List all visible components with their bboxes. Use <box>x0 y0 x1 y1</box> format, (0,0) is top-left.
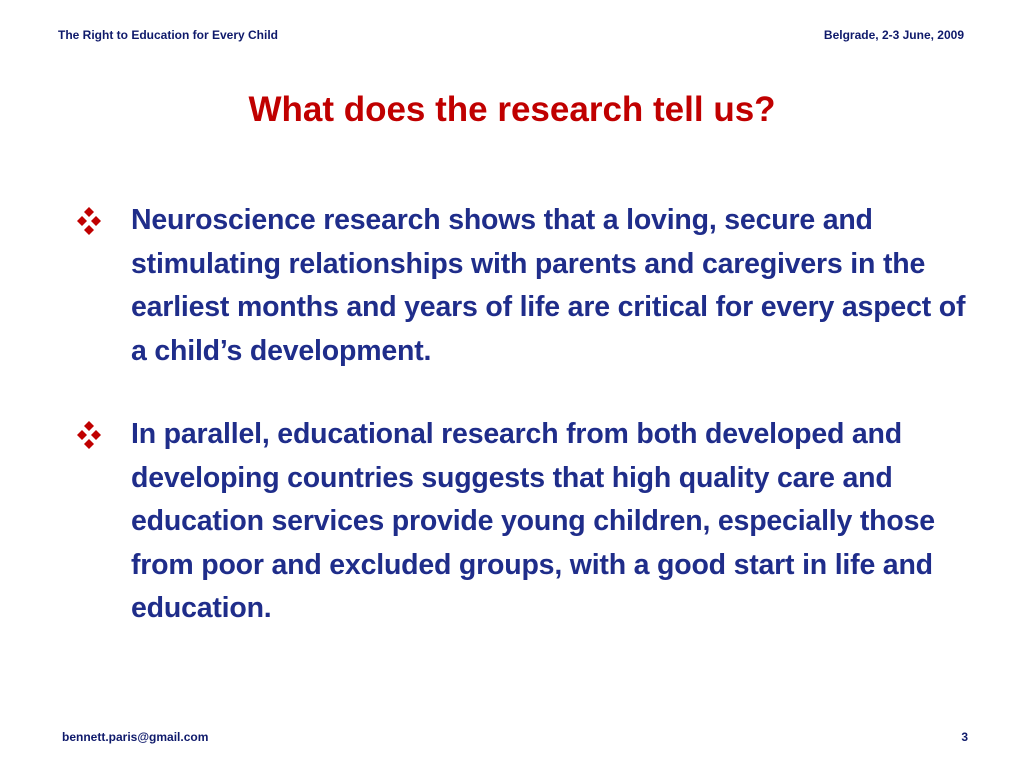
diamond-bullet-icon <box>73 205 105 237</box>
bullet-item-1 <box>73 199 973 373</box>
header-event-date: Belgrade, 2-3 June, 2009 <box>823 28 964 42</box>
slide-title: What does the research tell us? <box>248 90 776 129</box>
footer-email: bennett.paris@gmail.com <box>62 730 209 744</box>
footer-page-number: 3 <box>961 730 968 744</box>
bullet-text-2: In parallel, educational research from both developed and developing countries suggests that high quality care and education services provide young children, especially those from poor and excluded groups, with a good start in life and education. <box>131 418 935 624</box>
diamond-bullet-icon <box>73 419 105 451</box>
bullet-text-1: Neuroscience research shows that a loving, secure and stimulating relationships with parents and caregivers in the earliest months and years of life are critical for every aspect of a child’s development. <box>131 204 966 367</box>
bullet-item-2 <box>73 413 973 631</box>
header-presentation-title: The Right to Education for Every Child <box>58 28 279 42</box>
